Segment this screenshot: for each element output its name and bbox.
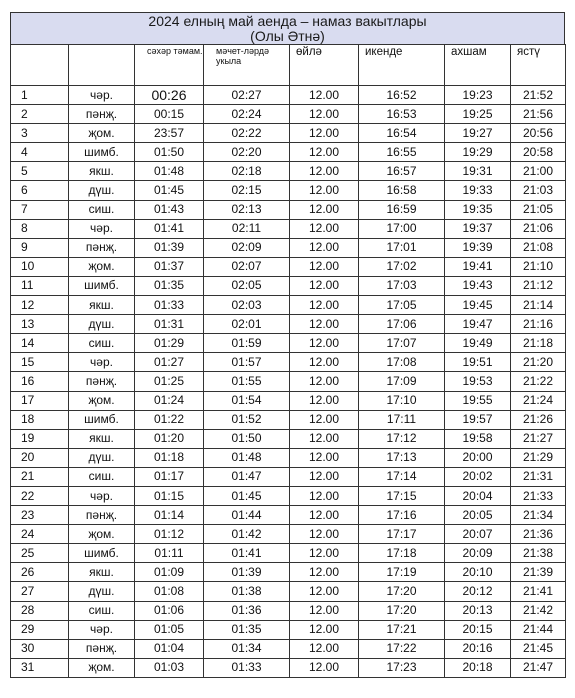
ikende-cell: 16:53 xyxy=(359,105,445,124)
header-yastu: ястү xyxy=(511,45,566,86)
akhsham-cell: 19:57 xyxy=(445,410,511,429)
weekday-cell: чәр. xyxy=(69,86,135,105)
akhsham-cell: 19:39 xyxy=(445,238,511,257)
ikende-cell: 16:57 xyxy=(359,162,445,181)
ikende-cell: 17:11 xyxy=(359,410,445,429)
suhur-end-cell: 01:50 xyxy=(135,143,204,162)
mosque-read-cell: 01:57 xyxy=(204,353,290,372)
table-row xyxy=(11,276,566,295)
ikende-cell: 17:15 xyxy=(359,486,445,505)
yastu-cell: 21:00 xyxy=(511,162,566,181)
suhur-end-cell: 23:57 xyxy=(135,124,204,143)
day-number-cell: 23 xyxy=(11,506,69,525)
day-number-cell: 18 xyxy=(11,410,69,429)
ikende-cell: 17:03 xyxy=(359,276,445,295)
yastu-cell: 21:27 xyxy=(511,429,566,448)
yastu-cell: 21:38 xyxy=(511,544,566,563)
yastu-cell: 21:06 xyxy=(511,219,566,238)
day-number-cell: 7 xyxy=(11,200,69,219)
akhsham-cell: 20:16 xyxy=(445,639,511,658)
ikende-cell: 17:09 xyxy=(359,372,445,391)
suhur-end-cell: 01:20 xyxy=(135,429,204,448)
mosque-read-cell: 01:45 xyxy=(204,486,290,505)
oyle-cell: 12.00 xyxy=(290,429,359,448)
day-number-cell: 14 xyxy=(11,334,69,353)
akhsham-cell: 19:58 xyxy=(445,429,511,448)
yastu-cell: 21:31 xyxy=(511,467,566,486)
mosque-read-cell: 01:39 xyxy=(204,563,290,582)
oyle-cell: 12.00 xyxy=(290,162,359,181)
mosque-read-cell: 01:59 xyxy=(204,334,290,353)
yastu-cell: 21:20 xyxy=(511,353,566,372)
table-row xyxy=(11,582,566,601)
oyle-cell: 12.00 xyxy=(290,601,359,620)
mosque-read-cell: 01:38 xyxy=(204,582,290,601)
table-row xyxy=(11,506,566,525)
weekday-cell: сиш. xyxy=(69,334,135,353)
header-suhur-end: сәхәр тәмам. xyxy=(135,45,204,86)
weekday-cell: җом. xyxy=(69,391,135,410)
day-number-cell: 26 xyxy=(11,563,69,582)
mosque-read-cell: 01:54 xyxy=(204,391,290,410)
day-number-cell: 24 xyxy=(11,525,69,544)
yastu-cell: 21:42 xyxy=(511,601,566,620)
ikende-cell: 17:10 xyxy=(359,391,445,410)
day-number-cell: 27 xyxy=(11,582,69,601)
ikende-cell: 17:18 xyxy=(359,544,445,563)
oyle-cell: 12.00 xyxy=(290,620,359,639)
ikende-cell: 16:59 xyxy=(359,200,445,219)
table-row xyxy=(11,315,566,334)
akhsham-cell: 20:07 xyxy=(445,525,511,544)
header-mosque-read: мәчет-ләрдә укыла xyxy=(204,45,290,86)
mosque-read-cell: 02:03 xyxy=(204,296,290,315)
akhsham-cell: 20:04 xyxy=(445,486,511,505)
akhsham-cell: 20:10 xyxy=(445,563,511,582)
day-number-cell: 30 xyxy=(11,639,69,658)
yastu-cell: 21:44 xyxy=(511,620,566,639)
table-row xyxy=(11,544,566,563)
mosque-read-cell: 01:34 xyxy=(204,639,290,658)
ikende-cell: 17:00 xyxy=(359,219,445,238)
yastu-cell: 21:41 xyxy=(511,582,566,601)
table-row xyxy=(11,410,566,429)
oyle-cell: 12.00 xyxy=(290,544,359,563)
akhsham-cell: 19:31 xyxy=(445,162,511,181)
akhsham-cell: 19:27 xyxy=(445,124,511,143)
suhur-end-cell: 01:31 xyxy=(135,315,204,334)
day-number-cell: 3 xyxy=(11,124,69,143)
yastu-cell: 21:22 xyxy=(511,372,566,391)
oyle-cell: 12.00 xyxy=(290,448,359,467)
yastu-cell: 20:58 xyxy=(511,143,566,162)
suhur-end-cell: 01:05 xyxy=(135,620,204,639)
weekday-cell: чәр. xyxy=(69,353,135,372)
akhsham-cell: 20:13 xyxy=(445,601,511,620)
oyle-cell: 12.00 xyxy=(290,391,359,410)
weekday-cell: сиш. xyxy=(69,200,135,219)
yastu-cell: 21:12 xyxy=(511,276,566,295)
header-akhsham: ахшам xyxy=(445,45,511,86)
suhur-end-cell: 01:41 xyxy=(135,219,204,238)
suhur-end-cell: 00:15 xyxy=(135,105,204,124)
suhur-end-cell: 01:17 xyxy=(135,467,204,486)
akhsham-cell: 19:45 xyxy=(445,296,511,315)
yastu-cell: 21:08 xyxy=(511,238,566,257)
day-number-cell: 28 xyxy=(11,601,69,620)
weekday-cell: дүш. xyxy=(69,448,135,467)
weekday-cell: сиш. xyxy=(69,467,135,486)
akhsham-cell: 19:23 xyxy=(445,86,511,105)
mosque-read-cell: 01:48 xyxy=(204,448,290,467)
akhsham-cell: 19:53 xyxy=(445,372,511,391)
day-number-cell: 20 xyxy=(11,448,69,467)
akhsham-cell: 19:43 xyxy=(445,276,511,295)
oyle-cell: 12.00 xyxy=(290,296,359,315)
table-row xyxy=(11,658,566,677)
akhsham-cell: 19:49 xyxy=(445,334,511,353)
day-number-cell: 5 xyxy=(11,162,69,181)
ikende-cell: 17:08 xyxy=(359,353,445,372)
akhsham-cell: 20:15 xyxy=(445,620,511,639)
table-row xyxy=(11,238,566,257)
suhur-end-cell: 01:39 xyxy=(135,238,204,257)
oyle-cell: 12.00 xyxy=(290,124,359,143)
weekday-cell: пәнҗ. xyxy=(69,105,135,124)
day-number-cell: 21 xyxy=(11,467,69,486)
ikende-cell: 17:19 xyxy=(359,563,445,582)
suhur-end-cell: 01:08 xyxy=(135,582,204,601)
yastu-cell: 21:33 xyxy=(511,486,566,505)
table-row xyxy=(11,639,566,658)
ikende-cell: 17:17 xyxy=(359,525,445,544)
ikende-cell: 17:02 xyxy=(359,257,445,276)
weekday-cell: җом. xyxy=(69,525,135,544)
table-row xyxy=(11,124,566,143)
weekday-cell: дүш. xyxy=(69,181,135,200)
mosque-read-cell: 02:09 xyxy=(204,238,290,257)
mosque-read-cell: 02:11 xyxy=(204,219,290,238)
table-row xyxy=(11,467,566,486)
ikende-cell: 16:52 xyxy=(359,86,445,105)
mosque-read-cell: 01:33 xyxy=(204,658,290,677)
oyle-cell: 12.00 xyxy=(290,353,359,372)
akhsham-cell: 19:37 xyxy=(445,219,511,238)
oyle-cell: 12.00 xyxy=(290,86,359,105)
yastu-cell: 21:03 xyxy=(511,181,566,200)
oyle-cell: 12.00 xyxy=(290,143,359,162)
ikende-cell: 16:58 xyxy=(359,181,445,200)
suhur-end-cell: 01:35 xyxy=(135,276,204,295)
table-row xyxy=(11,181,566,200)
table-row xyxy=(11,334,566,353)
day-number-cell: 12 xyxy=(11,296,69,315)
yastu-cell: 21:52 xyxy=(511,86,566,105)
suhur-end-cell: 01:33 xyxy=(135,296,204,315)
oyle-cell: 12.00 xyxy=(290,486,359,505)
table-row xyxy=(11,105,566,124)
day-number-cell: 9 xyxy=(11,238,69,257)
oyle-cell: 12.00 xyxy=(290,563,359,582)
suhur-end-cell: 01:09 xyxy=(135,563,204,582)
suhur-end-cell: 01:37 xyxy=(135,257,204,276)
oyle-cell: 12.00 xyxy=(290,410,359,429)
mosque-read-cell: 01:35 xyxy=(204,620,290,639)
day-number-cell: 10 xyxy=(11,257,69,276)
weekday-cell: пәнҗ. xyxy=(69,639,135,658)
day-number-cell: 11 xyxy=(11,276,69,295)
table-row xyxy=(11,86,566,105)
mosque-read-cell: 02:05 xyxy=(204,276,290,295)
mosque-read-cell: 02:18 xyxy=(204,162,290,181)
oyle-cell: 12.00 xyxy=(290,105,359,124)
mosque-read-cell: 01:52 xyxy=(204,410,290,429)
ikende-cell: 17:01 xyxy=(359,238,445,257)
yastu-cell: 21:45 xyxy=(511,639,566,658)
oyle-cell: 12.00 xyxy=(290,506,359,525)
suhur-end-cell: 01:22 xyxy=(135,410,204,429)
suhur-end-cell: 01:14 xyxy=(135,506,204,525)
day-number-cell: 19 xyxy=(11,429,69,448)
yastu-cell: 21:18 xyxy=(511,334,566,353)
suhur-end-cell: 01:04 xyxy=(135,639,204,658)
mosque-read-cell: 01:55 xyxy=(204,372,290,391)
table-row xyxy=(11,219,566,238)
table-row xyxy=(11,162,566,181)
day-number-cell: 31 xyxy=(11,658,69,677)
title-line-1: 2024 елның май аенда – намаз вакытлары xyxy=(148,13,427,29)
weekday-cell: чәр. xyxy=(69,219,135,238)
suhur-end-cell: 01:06 xyxy=(135,601,204,620)
oyle-cell: 12.00 xyxy=(290,582,359,601)
table-row xyxy=(11,391,566,410)
title-box xyxy=(10,12,565,44)
yastu-cell: 21:26 xyxy=(511,410,566,429)
table-row xyxy=(11,200,566,219)
weekday-cell: сиш. xyxy=(69,601,135,620)
weekday-cell: шимб. xyxy=(69,143,135,162)
akhsham-cell: 20:00 xyxy=(445,448,511,467)
ikende-cell: 17:20 xyxy=(359,601,445,620)
oyle-cell: 12.00 xyxy=(290,372,359,391)
suhur-end-cell: 00:26 xyxy=(135,86,204,105)
akhsham-cell: 19:29 xyxy=(445,143,511,162)
ikende-cell: 17:13 xyxy=(359,448,445,467)
weekday-cell: шимб. xyxy=(69,544,135,563)
akhsham-cell: 20:05 xyxy=(445,506,511,525)
oyle-cell: 12.00 xyxy=(290,467,359,486)
suhur-end-cell: 01:43 xyxy=(135,200,204,219)
table-row xyxy=(11,525,566,544)
table-row xyxy=(11,257,566,276)
mosque-read-cell: 02:27 xyxy=(204,86,290,105)
day-number-cell: 13 xyxy=(11,315,69,334)
mosque-read-cell: 02:20 xyxy=(204,143,290,162)
yastu-cell: 21:36 xyxy=(511,525,566,544)
yastu-cell: 21:56 xyxy=(511,105,566,124)
table-row xyxy=(11,143,566,162)
oyle-cell: 12.00 xyxy=(290,238,359,257)
day-number-cell: 16 xyxy=(11,372,69,391)
oyle-cell: 12.00 xyxy=(290,315,359,334)
akhsham-cell: 19:47 xyxy=(445,315,511,334)
weekday-cell: чәр. xyxy=(69,620,135,639)
weekday-cell: шимб. xyxy=(69,276,135,295)
weekday-cell: якш. xyxy=(69,563,135,582)
akhsham-cell: 20:02 xyxy=(445,467,511,486)
suhur-end-cell: 01:11 xyxy=(135,544,204,563)
akhsham-cell: 20:12 xyxy=(445,582,511,601)
header-oyle: өйлә xyxy=(290,45,359,86)
day-number-cell: 17 xyxy=(11,391,69,410)
ikende-cell: 17:23 xyxy=(359,658,445,677)
day-number-cell: 22 xyxy=(11,486,69,505)
yastu-cell: 21:29 xyxy=(511,448,566,467)
mosque-read-cell: 01:50 xyxy=(204,429,290,448)
yastu-cell: 21:14 xyxy=(511,296,566,315)
weekday-cell: чәр. xyxy=(69,486,135,505)
oyle-cell: 12.00 xyxy=(290,257,359,276)
mosque-read-cell: 01:42 xyxy=(204,525,290,544)
header-ikende: икенде xyxy=(359,45,445,86)
suhur-end-cell: 01:24 xyxy=(135,391,204,410)
akhsham-cell: 19:41 xyxy=(445,257,511,276)
ikende-cell: 17:20 xyxy=(359,582,445,601)
weekday-cell: пәнҗ. xyxy=(69,372,135,391)
table-row xyxy=(11,486,566,505)
ikende-cell: 17:16 xyxy=(359,506,445,525)
mosque-read-cell: 02:24 xyxy=(204,105,290,124)
day-number-cell: 4 xyxy=(11,143,69,162)
suhur-end-cell: 01:27 xyxy=(135,353,204,372)
suhur-end-cell: 01:03 xyxy=(135,658,204,677)
yastu-cell: 21:05 xyxy=(511,200,566,219)
weekday-cell: пәнҗ. xyxy=(69,506,135,525)
yastu-cell: 21:16 xyxy=(511,315,566,334)
ikende-cell: 17:07 xyxy=(359,334,445,353)
akhsham-cell: 19:55 xyxy=(445,391,511,410)
header-row xyxy=(11,45,566,86)
akhsham-cell: 19:25 xyxy=(445,105,511,124)
table-row xyxy=(11,429,566,448)
table-row xyxy=(11,448,566,467)
yastu-cell: 20:56 xyxy=(511,124,566,143)
title-line-2: (Олы Әтнә) xyxy=(250,28,325,44)
suhur-end-cell: 01:15 xyxy=(135,486,204,505)
yastu-cell: 21:24 xyxy=(511,391,566,410)
weekday-cell: якш. xyxy=(69,296,135,315)
akhsham-cell: 20:18 xyxy=(445,658,511,677)
mosque-read-cell: 02:07 xyxy=(204,257,290,276)
suhur-end-cell: 01:12 xyxy=(135,525,204,544)
oyle-cell: 12.00 xyxy=(290,658,359,677)
oyle-cell: 12.00 xyxy=(290,181,359,200)
suhur-end-cell: 01:29 xyxy=(135,334,204,353)
weekday-cell: дүш. xyxy=(69,315,135,334)
header-weekday xyxy=(69,45,135,86)
prayer-times-document xyxy=(10,12,565,678)
yastu-cell: 21:47 xyxy=(511,658,566,677)
day-number-cell: 2 xyxy=(11,105,69,124)
weekday-cell: пәнҗ. xyxy=(69,238,135,257)
akhsham-cell: 19:35 xyxy=(445,200,511,219)
table-row xyxy=(11,353,566,372)
oyle-cell: 12.00 xyxy=(290,334,359,353)
mosque-read-cell: 01:44 xyxy=(204,506,290,525)
ikende-cell: 17:21 xyxy=(359,620,445,639)
weekday-cell: дүш. xyxy=(69,582,135,601)
weekday-cell: җом. xyxy=(69,257,135,276)
akhsham-cell: 19:51 xyxy=(445,353,511,372)
mosque-read-cell: 02:15 xyxy=(204,181,290,200)
oyle-cell: 12.00 xyxy=(290,200,359,219)
weekday-cell: шимб. xyxy=(69,410,135,429)
mosque-read-cell: 01:36 xyxy=(204,601,290,620)
suhur-end-cell: 01:45 xyxy=(135,181,204,200)
suhur-end-cell: 01:18 xyxy=(135,448,204,467)
ikende-cell: 17:14 xyxy=(359,467,445,486)
ikende-cell: 17:06 xyxy=(359,315,445,334)
ikende-cell: 17:05 xyxy=(359,296,445,315)
table-row xyxy=(11,372,566,391)
mosque-read-cell: 02:22 xyxy=(204,124,290,143)
weekday-cell: якш. xyxy=(69,429,135,448)
oyle-cell: 12.00 xyxy=(290,219,359,238)
ikende-cell: 16:55 xyxy=(359,143,445,162)
akhsham-cell: 19:33 xyxy=(445,181,511,200)
weekday-cell: җом. xyxy=(69,124,135,143)
mosque-read-cell: 01:47 xyxy=(204,467,290,486)
prayer-times-table xyxy=(10,44,566,678)
oyle-cell: 12.00 xyxy=(290,639,359,658)
mosque-read-cell: 02:01 xyxy=(204,315,290,334)
day-number-cell: 25 xyxy=(11,544,69,563)
ikende-cell: 17:22 xyxy=(359,639,445,658)
day-number-cell: 29 xyxy=(11,620,69,639)
table-row xyxy=(11,296,566,315)
mosque-read-cell: 02:13 xyxy=(204,200,290,219)
weekday-cell: якш. xyxy=(69,162,135,181)
yastu-cell: 21:10 xyxy=(511,257,566,276)
suhur-end-cell: 01:25 xyxy=(135,372,204,391)
table-row xyxy=(11,620,566,639)
akhsham-cell: 20:09 xyxy=(445,544,511,563)
day-number-cell: 8 xyxy=(11,219,69,238)
day-number-cell: 15 xyxy=(11,353,69,372)
suhur-end-cell: 01:48 xyxy=(135,162,204,181)
ikende-cell: 16:54 xyxy=(359,124,445,143)
oyle-cell: 12.00 xyxy=(290,525,359,544)
oyle-cell: 12.00 xyxy=(290,276,359,295)
ikende-cell: 17:12 xyxy=(359,429,445,448)
yastu-cell: 21:34 xyxy=(511,506,566,525)
table-row xyxy=(11,601,566,620)
table-row xyxy=(11,563,566,582)
yastu-cell: 21:39 xyxy=(511,563,566,582)
day-number-cell: 6 xyxy=(11,181,69,200)
header-day-number xyxy=(11,45,69,86)
mosque-read-cell: 01:41 xyxy=(204,544,290,563)
day-number-cell: 1 xyxy=(11,86,69,105)
weekday-cell: җом. xyxy=(69,658,135,677)
